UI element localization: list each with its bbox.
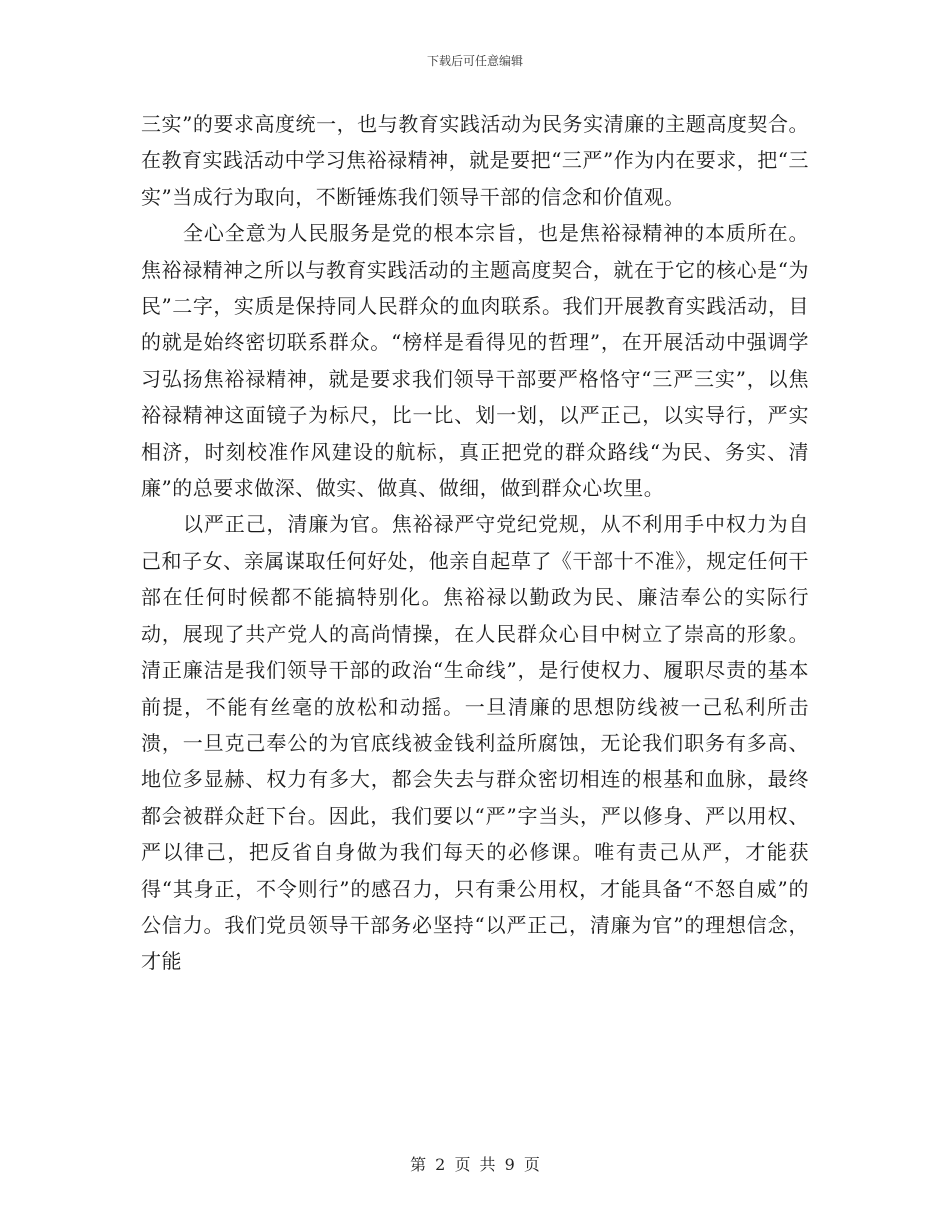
- paragraph-serve-people: 全心全意为人民服务是党的根本宗旨，也是焦裕禄精神的本质所在。焦裕禄精神之所以与教育实践活动的主题高度契合，就在于它的核心是“为民”二字，实质是保持同人民群众的血肉联系。我们开展教育实践活动，目的就是始终密切联系群众。“榜样是看得见的哲理”，在开展活动中强调学习弘扬焦裕禄精神，就是要求我们领导干部要严格恪守“三严三实”，以焦裕禄精神这面镜子为标尺，比一比、划一划，以严正己，以实导行，严实相济，时刻校准作风建设的航标，真正把党的群众路线“为民、务实、清廉”的总要求做深、做实、做真、做细，做到群众心坎里。: [141, 221, 809, 501]
- paragraph-strict-integrity: 以严正己，清廉为官。焦裕禄严守党纪党规，从不利用手中权力为自己和子女、亲属谋取任何好处，他亲自起草了《干部十不准》，规定任何干部在任何时候都不能搞特别化。焦裕禄以勤政为民、廉洁奉公的实际行动，展现了共产党人的高尚情操，在人民群众心目中树立了崇高的形象。清正廉洁是我们领导干部的政治“生命线”，是行使权力、履职尽责的基本前提，不能有丝毫的放松和动摇。一旦清廉的思想防线被一己私利所击溃，一旦克己奉公的为官底线被金钱利益所腐蚀，无论我们职务有多高、地位多显赫、权力有多大，都会失去与群众密切相连的根基和血脉，最终都会被群众赶下台。因此，我们要以“严”字当头，严以修身、严以用权、严以律己，把反省自身做为我们每天的必修课。唯有责己从严，才能获得“其身正，不令则行”的感召力，只有秉公用权，才能具备“不怒自威”的公信力。我们党员领导干部务必坚持“以严正己，清廉为官”的理想信念，才能: [141, 512, 809, 974]
- page-number: 第 2 页 共 9 页: [410, 1155, 540, 1174]
- document-body: [141, 106, 809, 980]
- page-header-note: 下载后可任意编辑: [426, 54, 523, 68]
- paragraph-continuation: 三实”的要求高度统一，也与教育实践活动为民务实清廉的主题高度契合。在教育实践活动中学习焦裕禄精神，就是要把“三严”作为内在要求，把“三实”当成行为取向，不断锤炼我们领导干部的信念和价值观。: [141, 112, 809, 209]
